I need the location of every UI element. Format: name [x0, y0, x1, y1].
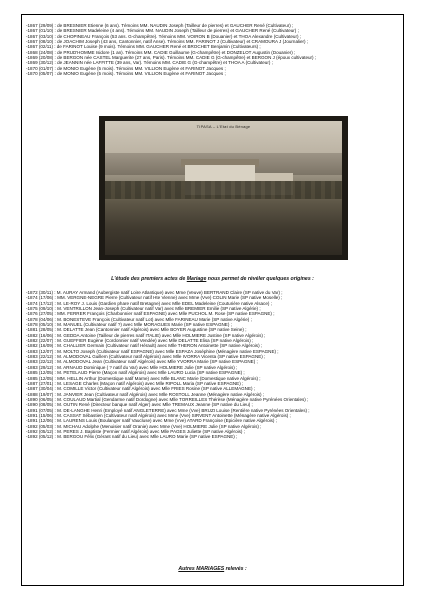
- marriage-record-line: -1875 (09/10) : M. VENTRILLON Jean-Joseph (Cultivateur natif Var) avec Mlle BREMIER Emilie (SP native Algérie) ;: [26, 306, 261, 312]
- footer-link[interactable]: Autres MARIAGES: [178, 566, 225, 572]
- marriage-record-line: -1872 (30/11) : M. AURAY Armand (Aubergiste natif Loire Atlantique) avec Mme (Veuve) BERTRAND Claire (SP native du Var) ;: [26, 290, 283, 295]
- marriage-record-line: -1885 (12/05) : M. PETELAUD Pierre (Maçon natif Algérois) avec Mlle LAURO Lucia (SP native ESPAGNE) ;: [26, 370, 245, 376]
- marriage-record-line: -1891 (15/06) : M. CASSAT Sébastien (Cultivateur natif Algérois) avec Mme (Vve) SIRVENT Antoinette (Ménagère native Algérois) ;: [26, 412, 291, 418]
- caption-text-before: L'étude des premiers actes de: [111, 276, 187, 282]
- marriage-record-line: -1892 (05/12) : M. PERES J. Baptiste (Fermier natif Algérois) avec Mlle PAGES Juliette (SP native Algérois) ;: [26, 428, 245, 434]
- marriage-records-list: [26, 290, 399, 440]
- marriage-record-line: -1891 (12/06) : M. LAURENS Louis (Boulanger natif Vaucluse) avec Mme (Vve) ATARD Françoise (Epicière native Algérois) ;: [26, 418, 277, 424]
- footer-text-after: relevés :: [224, 566, 247, 572]
- footer-caption: [22, 566, 403, 572]
- marriage-record-line: -1888 (19/07) : M. JANVIER Jean (Cultivateur natif Algérois) avec Mlle ROSTOLL Jeanne (Ménagère native Algérois) ;: [26, 391, 265, 397]
- marriage-record-line: -1890 (08/05) : M. OUTIN René (Directeur banque natif Alger) avec Mlle TREMAUX Jeanne (SP native du Lieu) ;: [26, 402, 253, 408]
- marriage-record-line: -1882 (16/09) : M. CHALLIER Germain (Cultivateur natif Hérault) avec Mlle THERON Antoinette (SP native Algérois) ;: [26, 343, 263, 349]
- death-record-line: -1867 (08/10) : de JOACHIM Joseph (43 ans, Cantonnier, natif Anse). Témoins MM. FARINOT J (Cultivateur) et CRAMOURA J (Journalier) ;: [26, 39, 309, 45]
- marriage-record-line: -1878 (05/10) : M. MANUEL (Cultivateur natif ?) avec Mlle MORAGUES Marie (SP native ESPAGNE) ;: [26, 322, 232, 328]
- death-record-line: -1867 (29/09) : de BRESNIER Etienne (6 ans). Témoins MM. NAUDIN Joseph (Tailleur de pierres) et GAUCHER René (Cultivateur) ;: [26, 23, 294, 28]
- marriage-record-line: -1882 (22/07) : M. GUEFFIER Eugène (Cordonnier natif Vendée) avec Mlle DELATTE Elisa (SP native Algérois) ;: [26, 338, 254, 344]
- document-page: [21, 14, 404, 586]
- section-caption: [22, 276, 403, 282]
- marriage-record-line: -1885 (12/05) : MM. HELLIN Arthur (Domestique natif Marne) avec Mlle BLANC Marie (Domestique native Algérois) ;: [26, 375, 261, 381]
- caption-link[interactable]: Mariage: [186, 276, 207, 282]
- death-record-line: -1867 (03/10) : de CHOPINEAU François (53 ans. G-champêtre). Témoins MM. VOIRON B (Douanier) et THOA Alexandre (Cultivateur) ;: [26, 33, 302, 39]
- marriage-record-line: -1874 (17/06) : MM. VERGNE-NEGRE Pierre (Cultivateur natif Hte Vienne) avec Mme (Vve) COLIN Marie (SP native Moselle) ;: [26, 295, 283, 301]
- death-record-line: -1867 (02/11) : de FARINOT Louise (9 mois). Témoins MM. GAUCHER René et BROCHET Benjamin (Cultivateurs) ;: [26, 44, 261, 50]
- death-records-list: [26, 23, 399, 76]
- death-record-line: -1869 (30/12) : de JEANNIN née LAFFITTE (39 ans, Var). Témoins MM. CADIE G (G-champêtre) et THOA A (Cultivateur) ;: [26, 60, 273, 66]
- marriage-record-line: -1890 (06/05) : M. COULAUD Martial (Gendarme natif Dordogne) avec Mlle TORREILLES Thérèse (Ménagère native Pyrénées Orientales) ;: [26, 396, 309, 402]
- marriage-record-line: -1874 (17/12) : M. LE-ROY J. Louis (Gardien phare natif Bretagne) avec Mlle EDEL Madeleine (Couturière native Alsace) ;: [26, 300, 272, 306]
- death-record-line: -1870 (01/07) : de MONIO Eugène (5 mois). Témoins MM. VILLION Eugène et FARINOT Jacques ;: [26, 65, 226, 71]
- marriage-record-line: -1883 (22/12) : M. ALMODOVAL Jean (Cultivateur natif Algérois) avec Mlle YVORRA Marie (SP native ESPAGNE) ;: [26, 359, 258, 365]
- marriage-record-line: -1883 (29/12) : M. ARNAUD Dominique ( ? natif du Var) avec Mlle HOLMIERE Julie (SP native Algérois) ;: [26, 364, 238, 370]
- marriage-record-line: -1878 (04/06) : M. BONESTEVE François (Cultivateur natif Lot) avec Mlle FARINEAU Marie (SP native Algérie) ;: [26, 316, 252, 322]
- marriage-record-line: -1883 (12/07) : M. MOLTO Joseph (Cultivateur natif ESPAGNE) avec Mlle ESPAZA Joséphine (Ménagère native ESPAGNE) ;: [26, 348, 279, 354]
- marriage-record-line: -1892 (05/12) : M. BERGOU Félix (Gérant natif du Lieu) avec Mlle LAURO Marie (SP native ESPAGNE) ;: [26, 434, 238, 440]
- marriage-record-line: -1881 (28/05) : M. DELATTE Jean (Cantonnier natif Algérois) avec Mlle BOYER Augustine (SP native Seine) ;: [26, 327, 247, 333]
- death-record-line: -1867 (01/10) : de BRESNIER Madeleine (4 ans). Témoins MM. NAUDIN Joseph (Tailleur de pierres) et GAUCHER René (Cultivateur) ;: [26, 28, 299, 34]
- photo-title: TIPASA – L'Etat du Bénage: [196, 124, 251, 129]
- marriage-record-line: -1887 (27/01) : M. LESAGE Charles (Maçon natif Algérois) avec Mlle RIPOLL Maria (SP native ESPAGNE) ;: [26, 380, 244, 386]
- death-record-line: -1869 (20/08) : de BERGON née CASTEL Marguerite (27 ans, Paris). Témoins MM. CADIE G (G-champêtre) et BERGON J (époux cultivateur) ;: [26, 55, 317, 61]
- marriage-record-line: -1887 (30/04) : M. COMILLE Victor (Cultivateur natif Algérois) avec Mlle FRIES Rosine (SP native ALLEMAGNE) ;: [26, 386, 256, 392]
- marriage-record-line: -1882 (16/06) : M. GEDDA Antoine (Tailleur de pierres natif ITALIE) avec Mlle HOLMIERE Justine (SP native Algérois) ;: [26, 332, 266, 338]
- marriage-record-line: -1892 (05/03) : M. MICHAU Adolphe (Menuisier natif Oranie) avec Mme (Vve) HOLMIERE Julie (SP native Algérois) ;: [26, 423, 262, 429]
- marriage-record-line: -1883 (22/12) : M. ALMODOVAL Guillem (Cultivateur natif Algérois) avec Mlle IVORRA Vicenta (SP native ESPAGNE) ;: [26, 354, 266, 360]
- death-record-line: -1868 (24/08) : de PRUD'HOMME Isidore (1 an). Témoins MM. CADIE Guillaume (G-champêtre) et DONZELOT Augustin (Douanier) ;: [26, 49, 296, 55]
- death-record-line: -1870 (05/07) : de MONIO Eugène (5 mois). Témoins MM. VILLION Eugène et FARINOT Jacques ;: [26, 71, 226, 77]
- marriage-record-line: -1876 (27/05) : MM. FERRER François (Charbonnier natif ESPAGNE) avec Mlle PUCHOL M. Rose (SP native ESPAGNE) ;: [26, 311, 275, 317]
- marriage-record-line: -1891 (07/05) : M. DE-LANGHE Henri (Employé natif ANGLETERRE) avec Mme (Vve) BRUZI Louise (Rentière native Pyrénées Orientales) ;: [26, 407, 310, 413]
- caption-text-after: nous permet de révéler quelques origines :: [206, 276, 314, 282]
- historic-photo: [99, 116, 348, 260]
